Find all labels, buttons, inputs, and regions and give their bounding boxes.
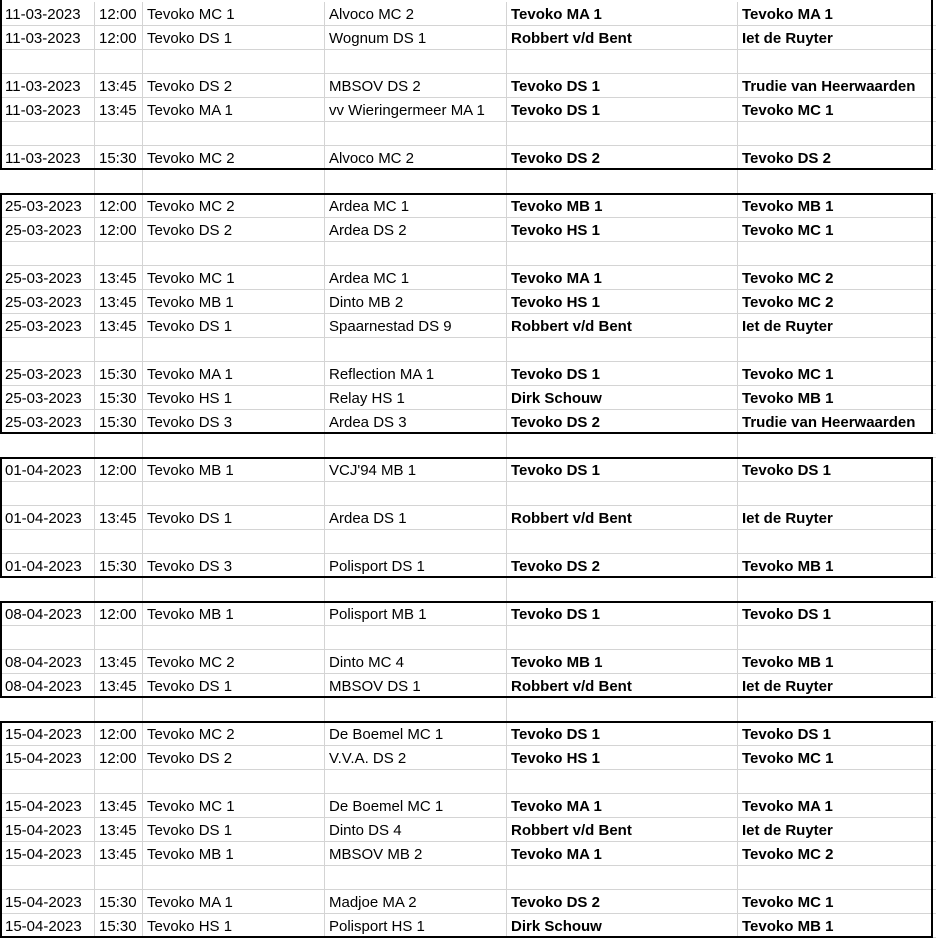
scorer-cell[interactable]: Tevoko MC 1 [738,362,936,386]
empty-row [0,338,936,362]
home-team-cell[interactable]: Tevoko DS 3 [143,410,325,434]
table-row [0,290,936,314]
home-team-cell[interactable]: Tevoko HS 1 [143,386,325,410]
date-cell[interactable]: 08-04-2023 [0,650,95,674]
empty-row [0,122,936,146]
date-cell[interactable]: 11-03-2023 [0,98,95,122]
home-team-cell[interactable]: Tevoko MB 1 [143,842,325,866]
date-cell[interactable] [0,434,95,458]
time-cell[interactable]: 13:45 [95,674,143,698]
date-cell[interactable] [0,482,95,506]
table-row [0,26,936,50]
time-cell[interactable] [95,50,143,74]
home-team-cell[interactable]: Tevoko MC 1 [143,266,325,290]
away-team-cell[interactable]: Polisport DS 1 [325,554,507,578]
time-cell[interactable]: 12:00 [95,194,143,218]
scorer-cell[interactable]: Tevoko MC 2 [738,266,936,290]
scorer-cell[interactable]: Tevoko MB 1 [738,194,936,218]
time-cell[interactable] [95,626,143,650]
home-team-cell[interactable] [143,50,325,74]
home-team-cell[interactable] [143,482,325,506]
table-row [0,2,936,26]
time-cell[interactable] [95,770,143,794]
table-row [0,818,936,842]
scorer-cell[interactable] [738,578,936,602]
referee-cell[interactable]: Tevoko DS 2 [507,554,738,578]
home-team-cell[interactable]: Tevoko MB 1 [143,290,325,314]
away-team-cell[interactable]: Ardea MC 1 [325,194,507,218]
date-cell[interactable]: 15-04-2023 [0,890,95,914]
time-cell[interactable]: 15:30 [95,890,143,914]
home-team-cell[interactable]: Tevoko DS 1 [143,314,325,338]
home-team-cell[interactable]: Tevoko MC 2 [143,194,325,218]
time-cell[interactable]: 13:45 [95,506,143,530]
away-team-cell[interactable]: Reflection MA 1 [325,362,507,386]
scorer-cell[interactable] [738,122,936,146]
home-team-cell[interactable] [143,578,325,602]
away-team-cell[interactable] [325,530,507,554]
referee-cell[interactable] [507,530,738,554]
away-team-cell[interactable]: MBSOV DS 2 [325,74,507,98]
time-cell[interactable] [95,530,143,554]
home-team-cell[interactable]: Tevoko MA 1 [143,890,325,914]
date-cell[interactable]: 15-04-2023 [0,914,95,938]
date-cell[interactable] [0,866,95,890]
away-team-cell[interactable] [325,770,507,794]
home-team-cell[interactable]: Tevoko MA 1 [143,98,325,122]
time-cell[interactable]: 13:45 [95,314,143,338]
scorer-cell[interactable]: Tevoko MC 2 [738,290,936,314]
empty-row [0,578,936,602]
table-row [0,194,936,218]
time-cell[interactable]: 12:00 [95,722,143,746]
away-team-cell[interactable]: Ardea DS 2 [325,218,507,242]
away-team-cell[interactable]: vv Wieringermeer MA 1 [325,98,507,122]
scorer-cell[interactable]: Tevoko MC 1 [738,98,936,122]
referee-cell[interactable]: Tevoko DS 1 [507,458,738,482]
scorer-cell[interactable] [738,338,936,362]
referee-cell[interactable] [507,578,738,602]
away-team-cell[interactable]: Spaarnestad DS 9 [325,314,507,338]
home-team-cell[interactable]: Tevoko MC 1 [143,2,325,26]
time-cell[interactable]: 12:00 [95,218,143,242]
referee-cell[interactable]: Tevoko MA 1 [507,842,738,866]
referee-cell[interactable]: Tevoko DS 2 [507,146,738,170]
date-cell[interactable]: 25-03-2023 [0,362,95,386]
table-row [0,650,936,674]
scorer-cell[interactable] [738,626,936,650]
referee-cell[interactable]: Robbert v/d Bent [507,314,738,338]
scorer-cell[interactable]: Tevoko MB 1 [738,386,936,410]
away-team-cell[interactable] [325,626,507,650]
home-team-cell[interactable]: Tevoko DS 1 [143,818,325,842]
empty-row [0,770,936,794]
date-cell[interactable] [0,530,95,554]
referee-cell[interactable]: Tevoko HS 1 [507,746,738,770]
away-team-cell[interactable] [325,50,507,74]
away-team-cell[interactable]: Ardea DS 3 [325,410,507,434]
scorer-cell[interactable]: Tevoko MB 1 [738,554,936,578]
empty-row [0,482,936,506]
date-cell[interactable]: 15-04-2023 [0,722,95,746]
home-team-cell[interactable]: Tevoko DS 2 [143,218,325,242]
time-cell[interactable]: 13:45 [95,266,143,290]
time-cell[interactable] [95,434,143,458]
date-cell[interactable] [0,578,95,602]
referee-cell[interactable]: Dirk Schouw [507,386,738,410]
table-row [0,362,936,386]
away-team-cell[interactable]: Dinto MB 2 [325,290,507,314]
home-team-cell[interactable]: Tevoko HS 1 [143,914,325,938]
date-cell[interactable]: 15-04-2023 [0,794,95,818]
table-row [0,266,936,290]
date-cell[interactable]: 11-03-2023 [0,26,95,50]
away-team-cell[interactable] [325,434,507,458]
away-team-cell[interactable]: Madjoe MA 2 [325,890,507,914]
home-team-cell[interactable]: Tevoko DS 2 [143,74,325,98]
table-row [0,458,936,482]
referee-cell[interactable] [507,482,738,506]
scorer-cell[interactable]: Tevoko MB 1 [738,650,936,674]
referee-cell[interactable]: Tevoko MB 1 [507,650,738,674]
referee-cell[interactable] [507,866,738,890]
scorer-cell[interactable] [738,770,936,794]
referee-cell[interactable]: Tevoko HS 1 [507,290,738,314]
away-team-cell[interactable] [325,578,507,602]
table-row [0,722,936,746]
table-row [0,314,936,338]
scorer-cell[interactable]: Iet de Ruyter [738,314,936,338]
referee-cell[interactable]: Tevoko DS 1 [507,602,738,626]
away-team-cell[interactable]: Polisport MB 1 [325,602,507,626]
table-row [0,914,936,938]
away-team-cell[interactable] [325,866,507,890]
date-cell[interactable]: 08-04-2023 [0,602,95,626]
date-cell[interactable]: 08-04-2023 [0,674,95,698]
empty-row [0,434,936,458]
home-team-cell[interactable]: Tevoko MB 1 [143,602,325,626]
date-cell[interactable]: 01-04-2023 [0,554,95,578]
scorer-cell[interactable] [738,242,936,266]
home-team-cell[interactable]: Tevoko DS 1 [143,674,325,698]
time-cell[interactable]: 15:30 [95,554,143,578]
referee-cell[interactable] [507,434,738,458]
scorer-cell[interactable]: Trudie van Heerwaarden [738,74,936,98]
date-cell[interactable]: 15-04-2023 [0,818,95,842]
referee-cell[interactable] [507,698,738,722]
scorer-cell[interactable]: Iet de Ruyter [738,818,936,842]
time-cell[interactable]: 15:30 [95,362,143,386]
time-cell[interactable] [95,170,143,194]
time-cell[interactable]: 13:45 [95,290,143,314]
away-team-cell[interactable]: Polisport HS 1 [325,914,507,938]
scorer-cell[interactable]: Iet de Ruyter [738,674,936,698]
table-row [0,506,936,530]
home-team-cell[interactable] [143,698,325,722]
referee-cell[interactable]: Tevoko DS 1 [507,74,738,98]
referee-cell[interactable]: Robbert v/d Bent [507,26,738,50]
date-cell[interactable]: 25-03-2023 [0,194,95,218]
table-row [0,218,936,242]
date-cell[interactable] [0,50,95,74]
time-cell[interactable]: 15:30 [95,914,143,938]
referee-cell[interactable]: Tevoko MA 1 [507,2,738,26]
away-team-cell[interactable]: VCJ'94 MB 1 [325,458,507,482]
date-cell[interactable]: 11-03-2023 [0,74,95,98]
scorer-cell[interactable] [738,866,936,890]
date-cell[interactable]: 25-03-2023 [0,218,95,242]
time-cell[interactable]: 12:00 [95,26,143,50]
table-row [0,602,936,626]
empty-row [0,626,936,650]
date-cell[interactable] [0,170,95,194]
date-cell[interactable] [0,242,95,266]
away-team-cell[interactable]: Ardea MC 1 [325,266,507,290]
referee-cell[interactable] [507,242,738,266]
referee-cell[interactable]: Tevoko MB 1 [507,194,738,218]
scorer-cell[interactable]: Trudie van Heerwaarden [738,410,936,434]
scorer-cell[interactable] [738,698,936,722]
date-cell[interactable]: 25-03-2023 [0,386,95,410]
home-team-cell[interactable]: Tevoko DS 2 [143,746,325,770]
date-cell[interactable]: 25-03-2023 [0,290,95,314]
date-cell[interactable]: 25-03-2023 [0,266,95,290]
date-cell[interactable] [0,770,95,794]
away-team-cell[interactable] [325,122,507,146]
table-row [0,146,936,170]
time-cell[interactable] [95,122,143,146]
time-cell[interactable]: 13:45 [95,818,143,842]
home-team-cell[interactable] [143,434,325,458]
date-cell[interactable]: 01-04-2023 [0,458,95,482]
referee-cell[interactable] [507,170,738,194]
time-cell[interactable] [95,242,143,266]
scorer-cell[interactable] [738,434,936,458]
referee-cell[interactable] [507,338,738,362]
home-team-cell[interactable]: Tevoko DS 1 [143,506,325,530]
away-team-cell[interactable] [325,242,507,266]
date-cell[interactable] [0,122,95,146]
referee-cell[interactable]: Tevoko DS 2 [507,410,738,434]
away-team-cell[interactable]: V.V.A. DS 2 [325,746,507,770]
away-team-cell[interactable]: MBSOV MB 2 [325,842,507,866]
referee-cell[interactable] [507,770,738,794]
away-team-cell[interactable] [325,698,507,722]
empty-row [0,530,936,554]
scorer-cell[interactable] [738,530,936,554]
empty-row [0,170,936,194]
away-team-cell[interactable]: Ardea DS 1 [325,506,507,530]
home-team-cell[interactable]: Tevoko MC 2 [143,722,325,746]
referee-cell[interactable]: Tevoko DS 1 [507,722,738,746]
table-row [0,410,936,434]
home-team-cell[interactable] [143,626,325,650]
time-cell[interactable]: 13:45 [95,842,143,866]
referee-cell[interactable]: Dirk Schouw [507,914,738,938]
scorer-cell[interactable] [738,482,936,506]
scorer-cell[interactable]: Tevoko MC 1 [738,218,936,242]
date-cell[interactable] [0,338,95,362]
home-team-cell[interactable] [143,530,325,554]
scorer-cell[interactable]: Tevoko DS 1 [738,458,936,482]
away-team-cell[interactable]: Dinto MC 4 [325,650,507,674]
referee-cell[interactable] [507,122,738,146]
table-row [0,74,936,98]
referee-cell[interactable]: Robbert v/d Bent [507,506,738,530]
referee-cell[interactable]: Tevoko DS 1 [507,362,738,386]
scorer-cell[interactable] [738,170,936,194]
scorer-cell[interactable]: Tevoko MC 1 [738,746,936,770]
away-team-cell[interactable] [325,338,507,362]
time-cell[interactable]: 12:00 [95,458,143,482]
table-row [0,890,936,914]
time-cell[interactable] [95,338,143,362]
time-cell[interactable]: 15:30 [95,410,143,434]
referee-cell[interactable]: Robbert v/d Bent [507,674,738,698]
home-team-cell[interactable]: Tevoko MC 1 [143,794,325,818]
home-team-cell[interactable] [143,338,325,362]
time-cell[interactable]: 13:45 [95,794,143,818]
table-row [0,746,936,770]
away-team-cell[interactable]: De Boemel MC 1 [325,722,507,746]
time-cell[interactable]: 13:45 [95,98,143,122]
away-team-cell[interactable]: MBSOV DS 1 [325,674,507,698]
date-cell[interactable]: 15-04-2023 [0,842,95,866]
time-cell[interactable] [95,866,143,890]
time-cell[interactable] [95,482,143,506]
time-cell[interactable]: 15:30 [95,386,143,410]
date-cell[interactable]: 11-03-2023 [0,2,95,26]
scorer-cell[interactable]: Tevoko DS 1 [738,602,936,626]
empty-row [0,866,936,890]
date-cell[interactable]: 01-04-2023 [0,506,95,530]
empty-row [0,242,936,266]
time-cell[interactable]: 13:45 [95,74,143,98]
date-cell[interactable]: 15-04-2023 [0,746,95,770]
table-row [0,554,936,578]
home-team-cell[interactable] [143,866,325,890]
empty-row [0,50,936,74]
referee-cell[interactable]: Tevoko DS 1 [507,98,738,122]
home-team-cell[interactable] [143,170,325,194]
scorer-cell[interactable]: Tevoko MC 1 [738,890,936,914]
scorer-cell[interactable]: Tevoko DS 2 [738,146,936,170]
home-team-cell[interactable]: Tevoko DS 1 [143,26,325,50]
time-cell[interactable]: 15:30 [95,146,143,170]
scorer-cell[interactable]: Tevoko MA 1 [738,2,936,26]
home-team-cell[interactable]: Tevoko MB 1 [143,458,325,482]
table-row [0,794,936,818]
home-team-cell[interactable]: Tevoko MC 2 [143,146,325,170]
time-cell[interactable]: 12:00 [95,2,143,26]
home-team-cell[interactable]: Tevoko MA 1 [143,362,325,386]
date-cell[interactable] [0,698,95,722]
scorer-cell[interactable]: Iet de Ruyter [738,506,936,530]
table-row [0,674,936,698]
referee-cell[interactable] [507,626,738,650]
time-cell[interactable]: 13:45 [95,650,143,674]
time-cell[interactable]: 12:00 [95,602,143,626]
scorer-cell[interactable]: Tevoko MB 1 [738,914,936,938]
referee-cell[interactable]: Tevoko MA 1 [507,266,738,290]
scorer-cell[interactable]: Tevoko MC 2 [738,842,936,866]
away-team-cell[interactable]: Alvoco MC 2 [325,2,507,26]
date-cell[interactable]: 25-03-2023 [0,314,95,338]
home-team-cell[interactable]: Tevoko DS 3 [143,554,325,578]
table-row [0,386,936,410]
referee-cell[interactable]: Robbert v/d Bent [507,818,738,842]
table-row [0,842,936,866]
scorer-cell[interactable]: Iet de Ruyter [738,26,936,50]
away-team-cell[interactable]: De Boemel MC 1 [325,794,507,818]
time-cell[interactable] [95,578,143,602]
home-team-cell[interactable]: Tevoko MC 2 [143,650,325,674]
time-cell[interactable] [95,698,143,722]
time-cell[interactable]: 12:00 [95,746,143,770]
home-team-cell[interactable] [143,122,325,146]
home-team-cell[interactable] [143,770,325,794]
away-team-cell[interactable]: Dinto DS 4 [325,818,507,842]
scorer-cell[interactable]: Tevoko DS 1 [738,722,936,746]
away-team-cell[interactable]: Alvoco MC 2 [325,146,507,170]
away-team-cell[interactable] [325,170,507,194]
referee-cell[interactable] [507,50,738,74]
referee-cell[interactable]: Tevoko HS 1 [507,218,738,242]
table-row [0,98,936,122]
scorer-cell[interactable] [738,50,936,74]
referee-cell[interactable]: Tevoko MA 1 [507,794,738,818]
date-cell[interactable] [0,626,95,650]
referee-cell[interactable]: Tevoko DS 2 [507,890,738,914]
scorer-cell[interactable]: Tevoko MA 1 [738,794,936,818]
date-cell[interactable]: 11-03-2023 [0,146,95,170]
away-team-cell[interactable]: Relay HS 1 [325,386,507,410]
date-cell[interactable]: 25-03-2023 [0,410,95,434]
home-team-cell[interactable] [143,242,325,266]
away-team-cell[interactable] [325,482,507,506]
away-team-cell[interactable]: Wognum DS 1 [325,26,507,50]
empty-row [0,698,936,722]
